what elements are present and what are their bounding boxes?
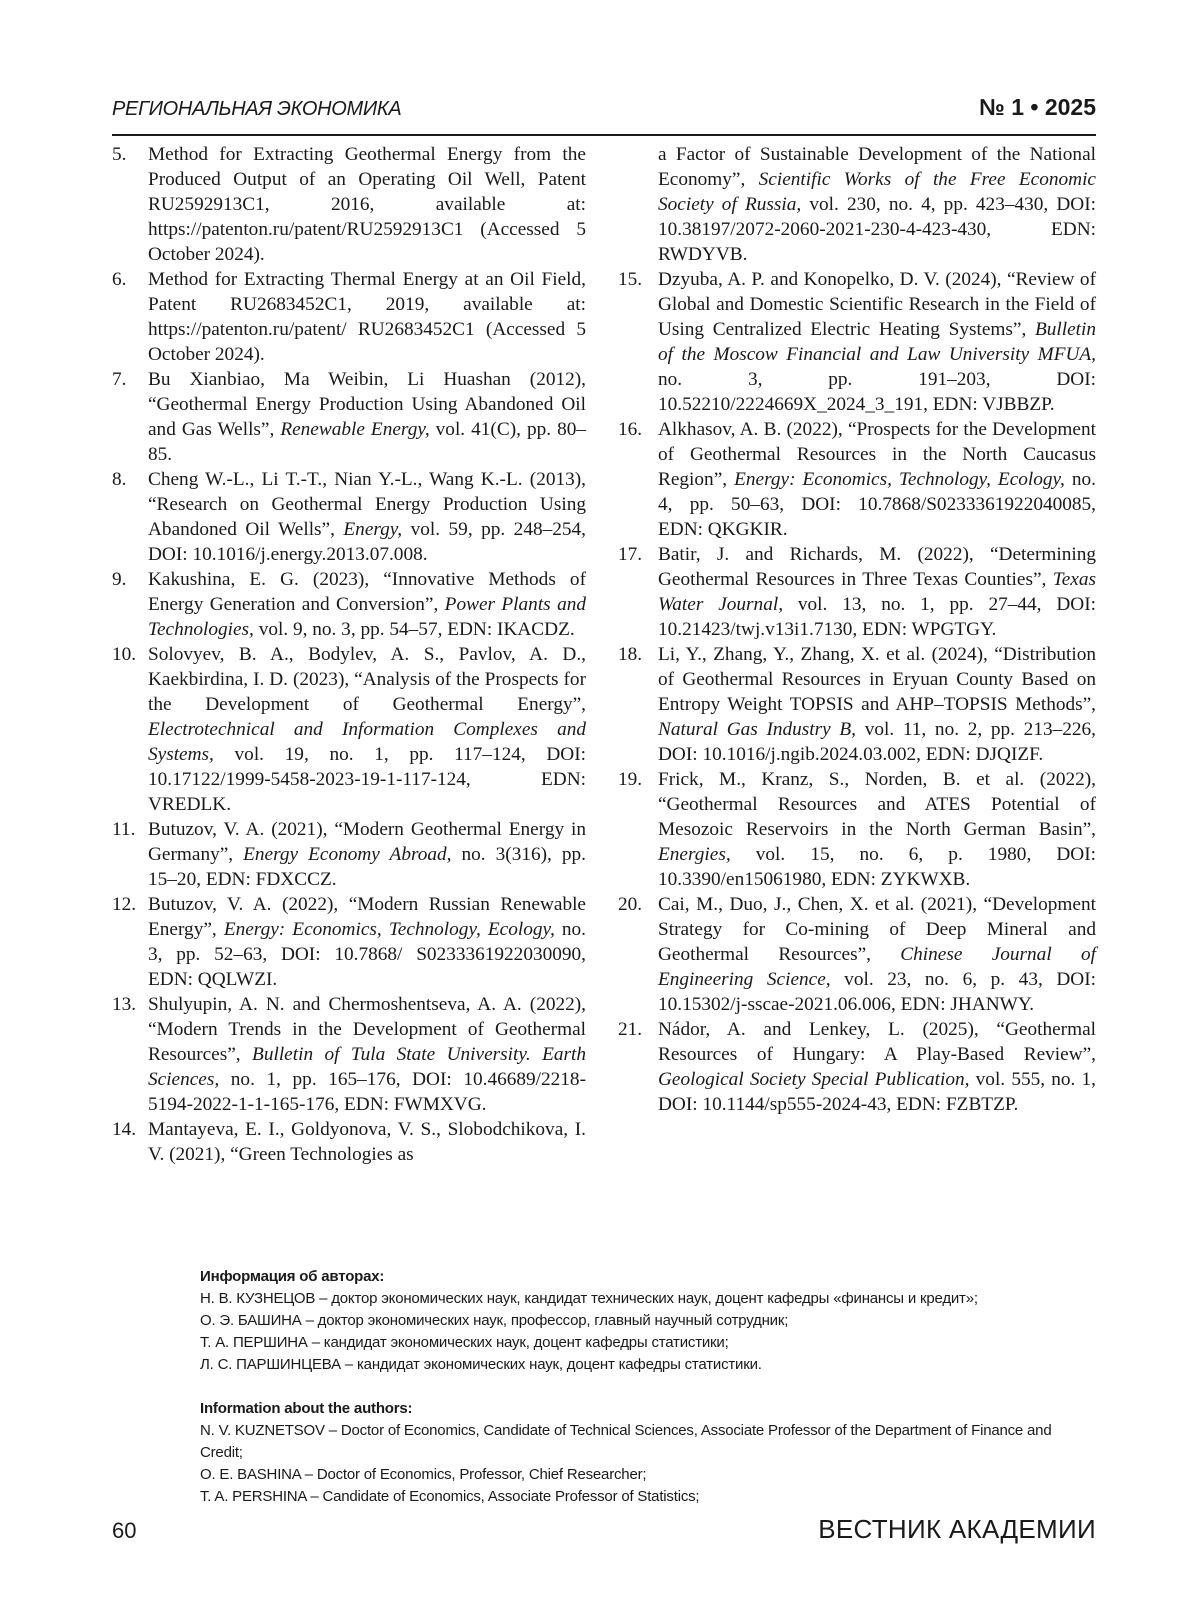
reference-text: Shulyupin, A. N. and Chermoshentseva, A. A. (2022), “Modern Trends in the Development of Geothermal Resources”, (148, 994, 586, 1065)
reference-source: Renewable Energy, (280, 419, 430, 440)
reference-item (618, 892, 1096, 1017)
author-line: Т. А. ПЕРШИНА – кандидат экономических наук, доцент кафедры статистики; (200, 1334, 729, 1351)
reference-details: vol. 555, no. 1, DOI: 10.1144/sp555-2024-43, EDN: FZBTZP. (658, 1069, 1097, 1115)
reference-text: a Factor of Sustainable Development of the National Economy”, (658, 144, 1096, 190)
reference-source: Scientific Works of the Free Economic Society of Russia, (658, 169, 1096, 215)
reference-text: Mantayeva, E. I., Goldyonova, V. S., Slobodchikova, I. V. (2021), “Green Technologies as (148, 1119, 586, 1165)
reference-item (618, 767, 1096, 892)
reference-item (112, 992, 586, 1117)
reference-number: 18. (618, 644, 643, 665)
authors-info-english (200, 1398, 1096, 1508)
reference-number: 10. (112, 644, 137, 665)
author-line: Н. В. КУЗНЕЦОВ – доктор экономических наук, кандидат технических наук, доцент кафедры «финансы и кредит»; (200, 1290, 978, 1307)
reference-source: Bulletin of the Moscow Financial and Law University MFUA, (658, 319, 1096, 365)
reference-details: vol. 230, no. 4, pp. 423–430, DOI: 10.38197/2072-2060-2021-230-4-423-430, EDN: RWDYVB. (658, 194, 1096, 265)
reference-details: no. 3, pp. 191–203, DOI: 10.52210/2224669X_2024_3_191, EDN: VJBBZP. (658, 369, 1096, 415)
author-line: N. V. KUZNETSOV – Doctor of Economics, Candidate of Technical Sciences, Associate Professor of the Department of Finance and Credit; (200, 1422, 1052, 1461)
reference-details: no. 1, pp. 165–176, DOI: 10.46689/2218-5194-2022-1-1-165-176, EDN: FWMXVG. (148, 1069, 586, 1115)
reference-number: 16. (618, 419, 643, 440)
reference-source: Geological Society Special Publication, (658, 1069, 970, 1090)
reference-details: vol. 59, pp. 248–254, DOI: 10.1016/j.energy.2013.07.008. (148, 519, 586, 565)
page-header (112, 94, 1096, 136)
page-number: 60 (112, 1518, 137, 1543)
reference-text: Nádor, A. and Lenkey, L. (2025), “Geothermal Resources of Hungary: A Play-Based Review”, (658, 1019, 1096, 1065)
issue-number: № 1 • 2025 (979, 94, 1096, 120)
reference-text: Butuzov, V. A. (2022), “Modern Russian Renewable Energy”, (148, 894, 586, 940)
reference-item (112, 892, 586, 992)
reference-item (618, 642, 1096, 767)
reference-item (112, 642, 586, 817)
reference-item (112, 267, 586, 367)
reference-details: vol. 13, no. 1, pp. 27–44, DOI: 10.21423/twj.v13i1.7130, EDN: WPGTGY. (658, 594, 1096, 640)
reference-number: 8. (112, 469, 127, 490)
reference-text: Bu Xianbiao, Ma Weibin, Li Huashan (2012), “Geothermal Energy Production Using Abandoned Oil and Gas Wells”, (148, 369, 586, 440)
reference-text: Batir, J. and Richards, M. (2022), “Determining Geothermal Resources in Three Texas Counties”, (658, 544, 1096, 590)
reference-details: no. 4, pp. 50–63, DOI: 10.7868/S0233361922040085, EDN: QKGKIR. (658, 469, 1097, 540)
reference-number: 5. (112, 144, 127, 165)
reference-source: Energy Economy Abroad, (243, 844, 452, 865)
reference-item (112, 817, 586, 892)
journal-title: РЕГИОНАЛЬНАЯ ЭКОНОМИКА (112, 98, 402, 120)
reference-text: Li, Y., Zhang, Y., Zhang, X. et al. (2024), “Distribution of Geothermal Resources in Eryuan County Based on Entropy Weight TOPSIS and AHP–TOPSIS Methods”, (658, 644, 1096, 715)
reference-details: no. 3, pp. 52–63, DOI: 10.7868/ S0233361922030090, EDN: QQLWZI. (148, 919, 586, 990)
author-line: О. Э. БАШИНА – доктор экономических наук, профессор, главный научный сотрудник; (200, 1312, 789, 1329)
reference-details: no. 3(316), pp. 15–20, EDN: FDXCCZ. (148, 844, 586, 890)
authors-title: Информация об авторах: (200, 1268, 385, 1285)
reference-details: vol. 41(C), pp. 80–85. (148, 419, 586, 465)
reference-number: 9. (112, 569, 127, 590)
reference-item (112, 142, 586, 267)
reference-source: Energies, (658, 844, 731, 865)
reference-text: Cheng W.-L., Li T.-T., Nian Y.-L., Wang K.-L. (2013), “Research on Geothermal Energy Production Using Abandoned Oil Wells”, (148, 469, 586, 540)
reference-number: 20. (618, 894, 643, 915)
reference-text: Dzyuba, A. P. and Konopelko, D. V. (2024), “Review of Global and Domestic Scientific Research in the Field of Using Centralized Electric Heating Systems”, (658, 269, 1096, 340)
author-line: T. A. PERSHINA – Candidate of Economics, Associate Professor of Statistics; (200, 1488, 700, 1505)
author-line: Л. С. ПАРШИНЦЕВА – кандидат экономических наук, доцент кафедры статистики. (200, 1356, 762, 1373)
reference-text: Butuzov, V. A. (2021), “Modern Geothermal Energy in Germany”, (148, 819, 586, 865)
reference-details: vol. 11, no. 2, pp. 213–226, DOI: 10.1016/j.ngib.2024.03.002, EDN: DJQIZF. (658, 719, 1096, 765)
reference-source: Energy, (343, 519, 403, 540)
reference-number: 14. (112, 1119, 137, 1140)
reference-item (618, 267, 1096, 417)
reference-item (112, 467, 586, 567)
reference-number: 13. (112, 994, 137, 1015)
reference-text: Method for Extracting Geothermal Energy from the Produced Output of an Operating Oil Well, Patent RU2592913C1, 2016, available at: https://patenton.ru/patent/RU2592913C1 (Accessed 5 October 2024). (148, 144, 586, 265)
reference-text: Kakushina, E. G. (2023), “Innovative Methods of Energy Generation and Conversion”, (148, 569, 586, 615)
authors-title: Information about the authors: (200, 1400, 413, 1417)
reference-text: Frick, M., Kranz, S., Norden, B. et al. (2022), “Geothermal Resources and ATES Potential of Mesozoic Reservoirs in the North German Basin”, (658, 769, 1096, 840)
reference-text: Method for Extracting Thermal Energy at an Oil Field, Patent RU2683452C1, 2019, available at: https://patenton.ru/patent/ RU2683452C1 (Accessed 5 October 2024). (148, 269, 586, 365)
references-right-column (618, 142, 1096, 1117)
reference-source: Power Plants and Technologies, (148, 594, 586, 640)
reference-text: Cai, M., Duo, J., Chen, X. et al. (2021), “Development Strategy for Co-mining of Deep Mineral and Geothermal Resources”, (658, 894, 1096, 965)
reference-source: Electrotechnical and Information Complexes and Systems, (148, 719, 586, 765)
reference-details: vol. 15, no. 6, p. 1980, DOI: 10.3390/en15061980, EDN: ZYKWXB. (658, 844, 1096, 890)
reference-text: Solovyev, B. A., Bodylev, A. S., Pavlov, A. D., Kaekbirdina, I. D. (2023), “Analysis of the Prospects for the Development of Geothermal Energy”, (148, 644, 586, 715)
reference-number: 12. (112, 894, 137, 915)
reference-item (618, 1017, 1096, 1117)
references-left-column (112, 142, 586, 1167)
footer-journal-name: ВЕСТНИК АКАДЕМИИ (818, 1514, 1096, 1544)
reference-number: 7. (112, 369, 127, 390)
reference-item (618, 417, 1096, 542)
reference-source: Bulletin of Tula State University. Earth Sciences, (148, 1044, 586, 1090)
authors-info-russian (200, 1266, 1096, 1376)
reference-number: 19. (618, 769, 643, 790)
reference-source: Energy: Economics, Technology, Ecology, (223, 919, 555, 940)
reference-number: 17. (618, 544, 643, 565)
reference-source: Energy: Economics, Technology, Ecology, (734, 469, 1065, 490)
reference-details: vol. 19, no. 1, pp. 117–124, DOI: 10.17122/1999-5458-2023-19-1-117-124, EDN: VREDLK. (148, 744, 586, 815)
reference-number: 6. (112, 269, 127, 290)
reference-item (112, 367, 586, 467)
author-line: O. E. BASHINA – Doctor of Economics, Professor, Chief Researcher; (200, 1466, 647, 1483)
reference-source: Natural Gas Industry B, (658, 719, 857, 740)
reference-item (112, 1117, 586, 1167)
reference-item (618, 542, 1096, 642)
reference-source: Texas Water Journal, (658, 569, 1096, 615)
reference-number: 21. (618, 1019, 643, 1040)
reference-number: 15. (618, 269, 643, 290)
reference-continuation (618, 142, 1096, 267)
reference-source: Chinese Journal of Engineering Science, (658, 944, 1096, 990)
reference-details: vol. 23, no. 6, p. 43, DOI: 10.15302/j-sscae-2021.06.006, EDN: JHANWY. (658, 969, 1096, 1015)
reference-text: Alkhasov, A. B. (2022), “Prospects for the Development of Geothermal Resources in the North Caucasus Region”, (658, 419, 1096, 490)
reference-number: 11. (112, 819, 136, 840)
reference-item (112, 567, 586, 642)
reference-details: vol. 9, no. 3, pp. 54–57, EDN: IKACDZ. (253, 619, 575, 640)
